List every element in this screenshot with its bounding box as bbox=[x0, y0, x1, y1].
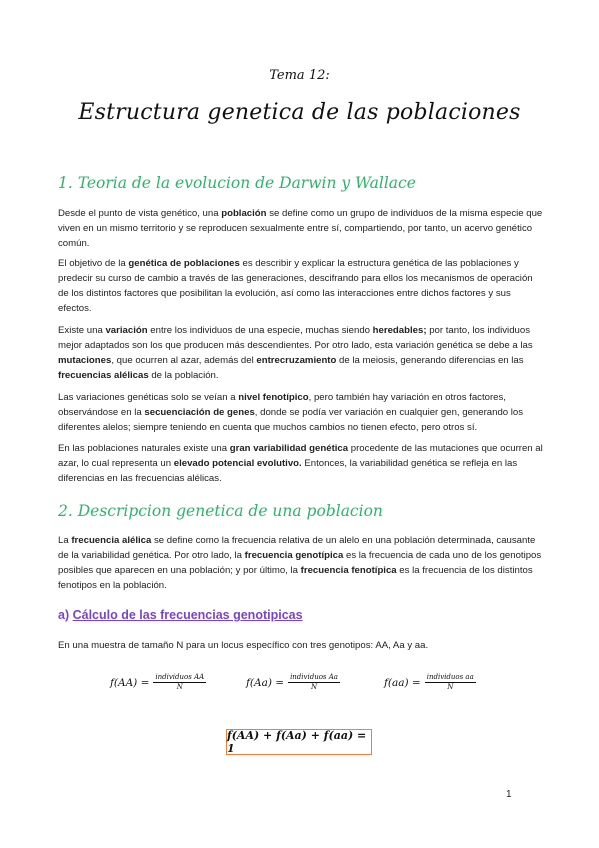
paragraph-muestra: En una muestra de tamaño N para un locus específico con tres genotipos: AA, Aa y aa. bbox=[58, 640, 429, 651]
subsection-a-heading: a) Cálculo de las frecuencias genotipicas bbox=[58, 608, 303, 622]
section-2-heading: 2. Descripcion genetica de una poblacion bbox=[58, 502, 383, 520]
paragraph-variacion: Existe una variación entre los individuos de una especie, muchas siendo heredables; por tanto, los individuos mejor adaptados son los que producen más descendientes. Por otro lado, esta variación genética se debe a las mutaciones, que ocurren al azar, además del entrecruzamiento de la meiosis, generando diferencias en las frecuencias alélicas de la población. bbox=[58, 325, 533, 381]
page-number: 1 bbox=[506, 789, 512, 800]
section-1-heading: 1. Teoria de la evolucion de Darwin y Wallace bbox=[58, 174, 416, 192]
page-title: Estructura genetica de las poblaciones bbox=[78, 100, 521, 125]
formula-f-aa: f(aa) = $\frac{\text{individuos aa}}{N}$ bbox=[384, 673, 474, 691]
paragraph-frecuencias: La frecuencia alélica se define como la frecuencia relativa de un alelo en una población determinada, causante de la variabilidad genética. Por otro lado, la frecuencia genotípica es la frecuencia de cada uno de los genotipos posibles que aparecen en una población; y por último, la frecuencia fenotípica es la frecuencia de los distintos fenotipos en la población. bbox=[58, 535, 542, 591]
sum-formula-box bbox=[226, 729, 372, 755]
paragraph-variabilidad: En las poblaciones naturales existe una gran variabilidad genética procedente de las mutaciones que ocurren al azar, lo cual representa un elevado potencial evolutivo. Entonces, la variabilidad genética se refleja en las diferencias en las frecuencias alélicas. bbox=[58, 443, 543, 484]
sum-formula: f(AA) + f(Aa) + f(aa) = 1 bbox=[227, 729, 367, 755]
paragraph-genetica-poblaciones: El objetivo de la genética de poblaciones es describir y explicar la estructura genética de las poblaciones y predecir su curso de cambio a través de las generaciones, descifrando para ellos los mecanismos de operación de los distintos factores que posibilitan la evolución, así como las interacciones entre dichos factores y sus efectos. bbox=[58, 258, 533, 314]
formula-f-Aa: f(Aa) = $\frac{\text{individuos Aa}}{N}$ bbox=[246, 673, 338, 691]
paragraph-poblacion: Desde el punto de vista genético, una población se define como un grupo de individuos de la misma especie que viven en un mismo territorio y se reproducen sexualmente entre sí, compartiendo, por tanto, un acervo genético común. bbox=[58, 208, 543, 249]
formula-f-AA: f(AA) = $\frac{\text{individuos AA}}{N}$ bbox=[110, 673, 205, 691]
paragraph-nivel-fenotipico: Las variaciones genéticas solo se veían a nivel fenotípico, pero también hay variación en otros factores, observándose en la secuenciación de genes, donde se podía ver variación en cualquier gen, generando los diferentes alelos; siempre teniendo en cuenta que muchos cambios no tienen efecto, pero otros sí. bbox=[58, 392, 524, 433]
chapter-label: Tema 12: bbox=[269, 68, 330, 83]
